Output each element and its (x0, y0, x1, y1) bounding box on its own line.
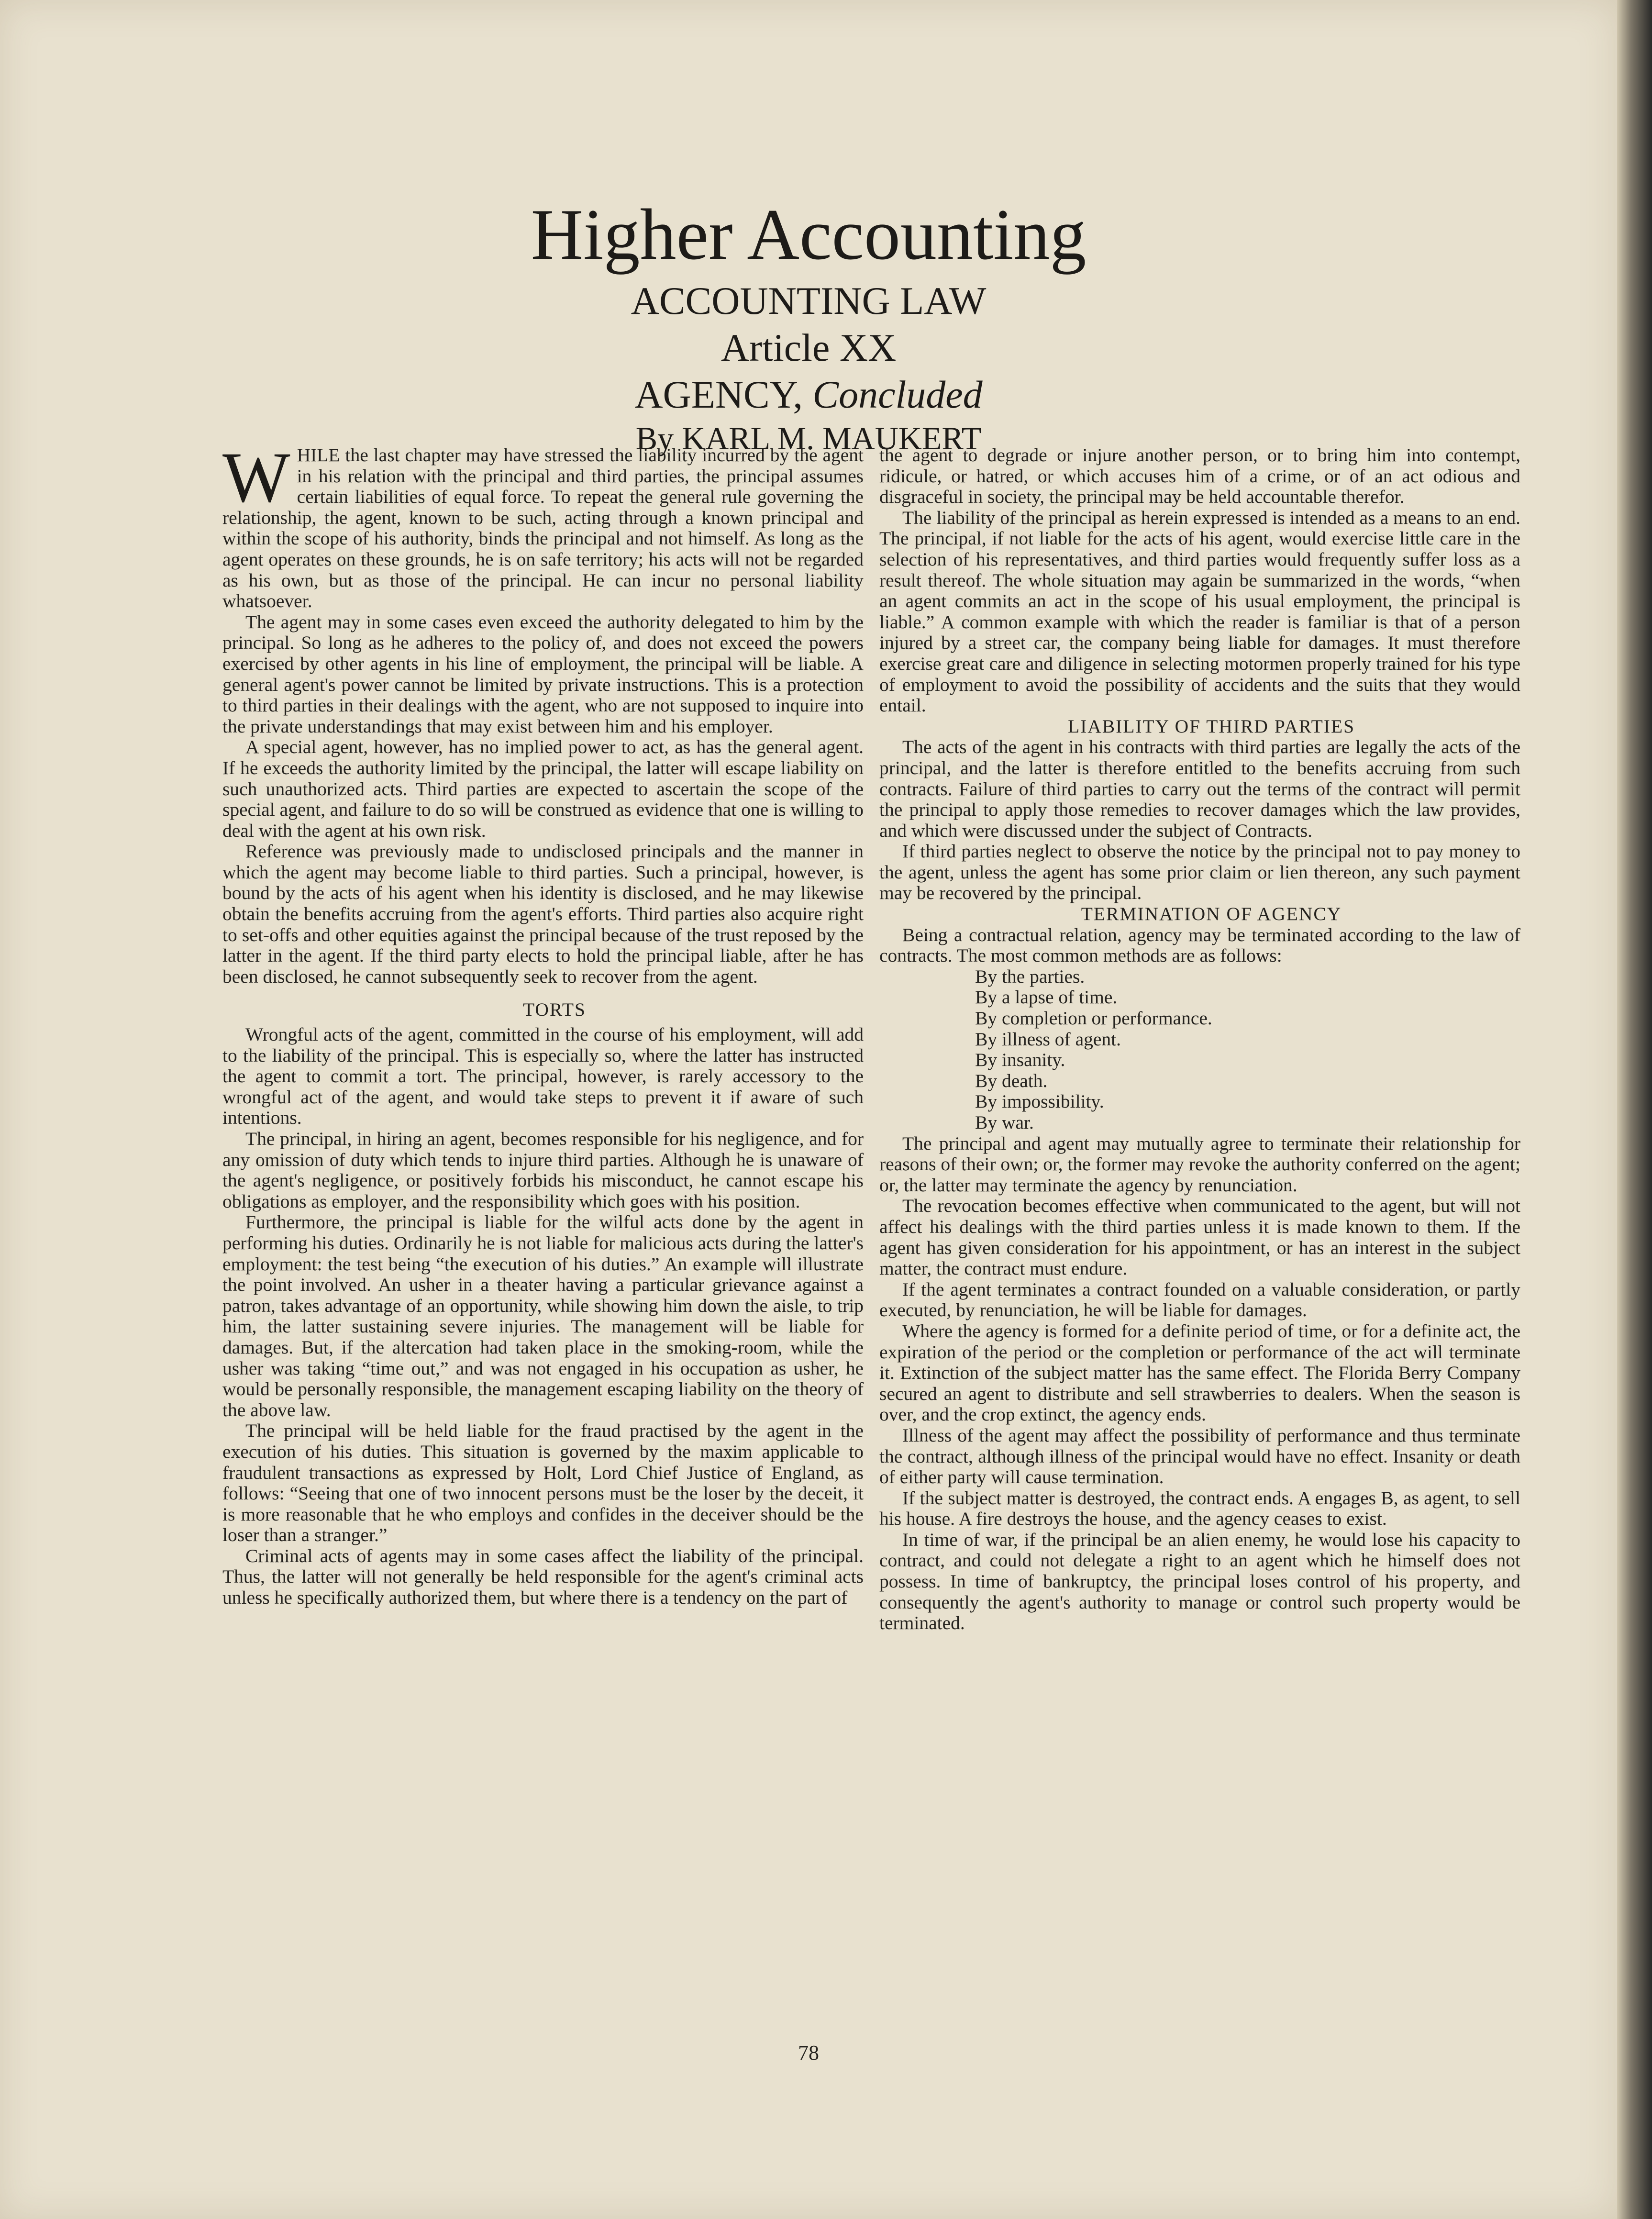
paragraph: Reference was previously made to undisclosed principals and the manner in which the agent may become liable to third parties. Such a principal, however, is bound by the acts of his agent when his identity is disclosed, and he may likewise obtain the benefits accruing from the agent's efforts. Third parties also acquire right to set-offs and other equities against the principal because of the trust reposed by the latter in the agent. If the third party elects to hold the principal liable, after he has been disclosed, he cannot subsequently seek to recover from the agent. (222, 841, 864, 987)
section-title (182, 371, 1435, 418)
list-item: By death. (975, 1070, 1048, 1091)
paragraph: The liability of the principal as herein expressed is intended as a means to an end. The principal, if not liable for the acts of his agent, would exercise little care in the selection of his representatives, and third parties would frequently suffer loss as a result thereof. The whole situation may again be summarized in the words, “when an agent commits an act in the scope of his usual employment, the principal is liable.” A common example with which the reader is familiar is that of a person injured by a street car, the company being liable for damages. It must therefore exercise great care and diligence in selecting motormen properly trained for his type of employment to avoid the possibility of accidents and the suits that they would entail. (879, 507, 1520, 716)
section-title-italic: Concluded (812, 373, 983, 416)
page-number: 78 (798, 2041, 819, 2064)
paragraph: In time of war, if the principal be an alien enemy, he would lose his capacity to contract, and could not delegate a right to an agent which he himself does not possess. In time of bankruptcy, the principal loses control of his property, and consequently the agent's authority to manage or control such property would be terminated. (879, 1529, 1520, 1634)
list-item: By completion or performance. (975, 1008, 1212, 1029)
article-number: Article XX (721, 326, 897, 369)
paragraph: The principal, in hiring an agent, becomes responsible for his negligence, and for any omission of duty which tends to injure third parties. Although he is unaware of the agent's negligence, or positively forbids his misconduct, he cannot escape his obligations as employer, and the responsibility which goes with his position. (222, 1128, 864, 1212)
article-header (182, 191, 1435, 458)
paragraph: The acts of the agent in his contracts with third parties are legally the acts of the principal, and the latter is therefore entitled to the benefits accruing from such contracts. Failure of third parties to carry out the terms of the contract will permit the principal to apply those remedies to recover damages which the law provides, and which were discussed under the subject of Contracts. (879, 736, 1520, 841)
paragraph: Where the agency is formed for a definite period of time, or for a definite act, the expiration of the period or the completion or performance of the act will terminate it. Extinction of the subject matter has the same effect. The Florida Berry Company secured an agent to distribute and sell strawberries to dealers. When the season is over, and the crop extinct, the agency ends. (879, 1320, 1520, 1425)
list-item: By war. (975, 1112, 1034, 1133)
list-item: By illness of agent. (975, 1028, 1121, 1050)
section-heading-termination: TERMINATION OF AGENCY (1081, 903, 1342, 925)
paragraph-text: HILE the last chapter may have stressed the liability incurred by the agent in his relation with the principal and third parties, the principal assumes certain liabilities of equal force. To repeat the general rule governing the relationship, the agent, known to be such, acting through a known principal and within the scope of his authority, binds the principal and not himself. As long as the agent operates on these grounds, he is on safe territory; his acts will not be regarded as his own, but as those of the principal. He can incur no personal liability whatsoever. (222, 444, 864, 612)
paragraph: Furthermore, the principal is liable for the wilful acts done by the agent in performing his duties. Ordinarily he is not liable for malicious acts during the latter's employment: the test being “the execution of his duties.” An example will illustrate the point involved. An usher in a theater having a particular grievance against a patron, takes advantage of an opportunity, while showing him down the aisle, to trip him, the latter sustaining severe injuries. The management will be liable for damages. But, if the altercation had taken place in the smoking-room, while the usher was taking “time out,” and was not engaged in his occupation as usher, he would be personally responsible, the management escaping liability on the theory of the above law. (222, 1211, 864, 1420)
paragraph: A special agent, however, has no implied power to act, as has the general agent. If he exceeds the authority limited by the principal, the latter will escape liability on such unauthorized acts. Third parties are expected to ascertain the scope of the special agent, and failure to do so will be construed as evidence that one is willing to deal with the agent at his own risk. (222, 736, 864, 841)
paragraph: Wrongful acts of the agent, committed in the course of his employment, will add to the liability of the principal. This is especially so, where the latter has instructed the agent to commit a tort. The principal, however, is rarely accessory to the wrongful act of the agent, and would take steps to prevent it if aware of such intentions. (222, 1024, 864, 1129)
paragraph (222, 438, 864, 612)
section-title-main: AGENCY, (634, 373, 803, 416)
list-item: By the parties. (975, 965, 1085, 987)
list-item: By insanity. (975, 1049, 1065, 1071)
paragraph: The agent may in some cases even exceed the authority delegated to him by the principal. So long as he adheres to the policy of, and does not exceed the powers exercised by other agents in his line of employment, the principal will be liable. A general agent's power cannot be limited by private instructions. This is a protection to third parties in their dealings with the agent, who are not supposed to inquire into the private understandings that may exist between him and his employer. (222, 611, 864, 737)
left-column (222, 438, 864, 1609)
book-gutter (1617, 0, 1652, 2219)
section-heading-torts: TORTS (522, 999, 586, 1021)
paragraph: Being a contractual relation, agency may be terminated according to the law of contracts. The most common methods are as follows: (879, 924, 1520, 966)
byline: By KARL M. MAUKERT (635, 420, 982, 456)
paragraph: If third parties neglect to observe the notice by the principal not to pay money to the agent, unless the agent has some prior claim or lien thereon, any such payment may be recovered by the principal. (879, 841, 1520, 904)
paragraph: Illness of the agent may affect the possibility of performance and thus terminate the contract, although illness of the principal would have no effect. Insanity or death of either party will cause termination. (879, 1424, 1520, 1488)
subtitle: ACCOUNTING LAW (631, 279, 987, 322)
list-item: By a lapse of time. (975, 987, 1118, 1008)
right-column (879, 445, 1520, 1634)
paragraph: The principal will be held liable for the fraud practised by the agent in the execution of his duties. This situation is governed by the maxim applicable to fraudulent transactions as expressed by Holt, Lord Chief Justice of England, as follows: “Seeing that one of two innocent persons must be the loser by the deceit, it is more reasonable that he who employs and confides in the deceiver should be the loser than a stranger.” (222, 1420, 864, 1546)
drop-cap: W (222, 438, 290, 517)
paragraph: the agent to degrade or injure another person, or to bring him into contempt, ridicule, or hatred, or which accuses him of a crime, or of an act odious and disgraceful in society, the principal may be held accountable therefor. (879, 444, 1520, 508)
paragraph: If the subject matter is destroyed, the contract ends. A engages B, as agent, to sell his house. A fire destroys the house, and the agency ceases to exist. (879, 1487, 1520, 1530)
paragraph: The revocation becomes effective when communicated to the agent, but will not affect his dealings with the third parties unless it is made known to them. If the agent has given consideration for his appointment, or has an interest in the subject matter, the contract must endure. (879, 1195, 1520, 1279)
section-heading-liability: LIABILITY OF THIRD PARTIES (1067, 715, 1355, 737)
page-title: Higher Accounting (531, 194, 1087, 275)
paragraph: Criminal acts of agents may in some cases affect the liability of the principal. Thus, the latter will not generally be held responsible for the agent's criminal acts unless he specifically authorized them, but where there is a tendency on the part of (222, 1545, 864, 1609)
list-item: By impossibility. (975, 1091, 1104, 1112)
termination-methods-list (879, 966, 1520, 1133)
paragraph: If the agent terminates a contract founded on a valuable consideration, or partly executed, by renunciation, he will be liable for damages. (879, 1278, 1520, 1321)
paragraph: The principal and agent may mutually agree to terminate their relationship for reasons of their own; or, the former may revoke the authority conferred on the agent; or, the latter may terminate the agency by renunciation. (879, 1132, 1520, 1196)
